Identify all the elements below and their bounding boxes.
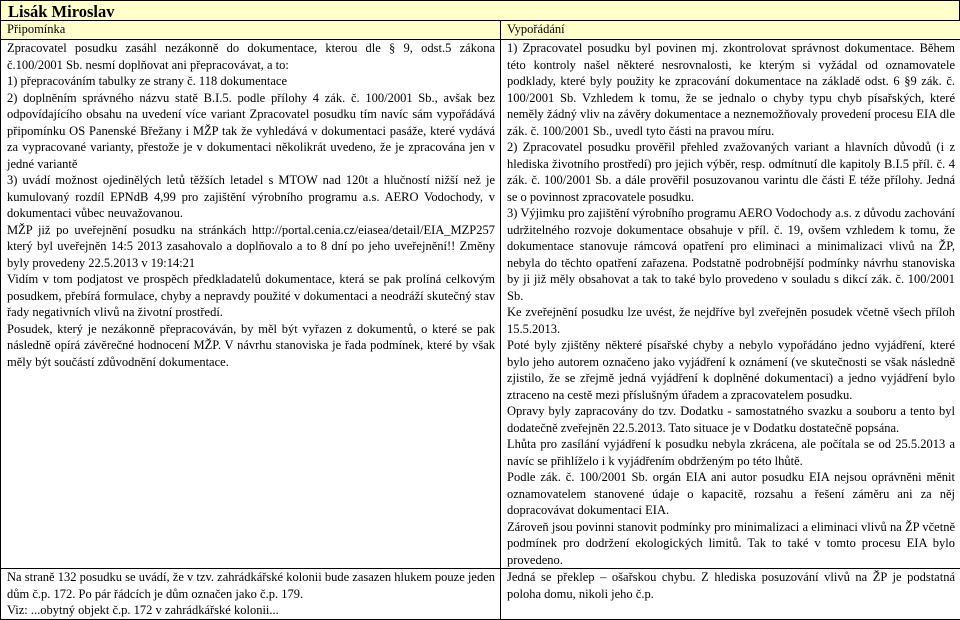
header-comment: Připomínka bbox=[1, 21, 501, 40]
comments-table bbox=[0, 20, 960, 620]
header-resolution: Vypořádání bbox=[501, 21, 960, 40]
resolution-paragraph: Opravy byly zapracovány do tzv. Dodatku - samostatného svazku a souboru a tento byl dodatečně zveřejněn 22.5.2013. Tato situace je v Dodatku dostatečně popsána. bbox=[507, 403, 955, 436]
resolution-paragraph: Jedná se překlep – ošařskou chybu. Z hlediska posuzování vlivů na ŽP je podstatná poloha domu, nikoli jeho č.p. bbox=[507, 569, 955, 602]
comment-paragraph: Na straně 132 posudku se uvádí, že v tzv. zahrádkářské kolonii bude zasazen hlukem pouze jeden dům č.p. 172. Po pár řádcích je dům označen jako č.p. 179. bbox=[7, 569, 495, 602]
comment-paragraph: 2) doplněním správného názvu statě B.I.5. podle přílohy 4 zák. č. 100/2001 Sb., avšak bez odpovídajícího obsahu na uvedení více variant Zpracovatel posudku tím navíc sám vypořádává připomínku OS Panenské Břežany i MŽP tak že vyhledává v dokumentaci pasáže, které vydává za vypracované varianty, přestože je v dokumentaci několikrát uvedeno, že je zpracována jen v jedné variantě bbox=[7, 90, 495, 173]
resolution-paragraph: Zároveň jsou povinni stanovit podmínky pro minimalizaci a eliminaci vlivů na ŽP včetně podmínek pro dodržení ekologických limitů. Tak to také v tomto procesu EIA bylo provedeno. bbox=[507, 519, 955, 569]
comment-paragraph: Vidím v tom podjatost ve prospěch předkladatelů dokumentace, která se pak prolíná celkovým posudkem, přebírá formulace, chyby a nepravdy použité v dokumentaci a neodráží skutečný stav řady negativních vlivů na životní prostředí. bbox=[7, 271, 495, 321]
comment-paragraph: 1) přepracováním tabulky ze strany č. 118 dokumentace bbox=[7, 73, 495, 90]
resolution-paragraph: 3) Výjimku pro zajištění výrobního programu AERO Vodochody a.s. z důvodu zachování udržitelného rozvoje dokumentace obsahuje v příl. č. 19, ovšem vzhledem k tomu, že dokumentace stanovuje rámcová opatření pro eliminaci a minimalizaci vlivů na ŽP, nebyla do těchto opatření zařazena. Podstatně podrobnější podmínky návrhu stanoviska by ji již měly obsahovat a tak to také bylo provedeno v souladu s dikcí zák. č. 100/2001 Sb. bbox=[507, 205, 955, 304]
resolution-cell bbox=[501, 569, 960, 620]
header-row bbox=[1, 21, 960, 40]
resolution-paragraph: Poté byly zjištěny některé písařské chyby a nebylo vypořádáno jedno vyjádření, které bylo jeho autorem označeno jako vyjádření k oznámení (ve skutečnosti se však následně zjistilo, že se zřejmě jedná vyjádření k doplněné dokumentaci) a jedno vyjádření bylo ztraceno na cestě mezi příslušným úřadem a zpracovatelem posudku. bbox=[507, 337, 955, 403]
comment-paragraph: Zpracovatel posudku zasáhl nezákonně do dokumentace, kterou dle § 9, odst.5 zákona č.100/2001 Sb. nesmí doplňovat ani přepracovávat, a to: bbox=[7, 40, 495, 73]
resolution-paragraph: 1) Zpracovatel posudku byl povinen mj. zkontrolovat správnost dokumentace. Během této kontroly našel některé nesrovnalosti, ke kterým si vyžádal od oznamovatele podklady, které byly použity ke zpracování dokumentace na základě odst. 6 §9 zák. č. 100/2001 Sb. Vzhledem k tomu, že se jednalo o chyby typu chyb písařských, které neměly žádný vliv na závěry dokumentace a neznemožňovaly provedení procesu EIA dle zák. č. 100/2001 Sb., uvedl tyto části na pravou míru. bbox=[507, 40, 955, 139]
resolution-paragraph: Lhůta pro zasílání vyjádření k posudku nebyla zkrácena, ale počítala se od 25.5.2013 a navíc se přihlíželo i k vyjádřením obdrženým po této lhůtě. bbox=[507, 436, 955, 469]
resolution-paragraph: 2) Zpracovatel posudku prověřil přehled zvažovaných variant a hlavních důvodů (i z hlediska životního prostředí) pro jejich výběr, resp. odmítnutí dle kapitoly B.I.5 příl. č. 4 zák. č. 100/2001 Sb. a dále prověřil posuzovanou varintu dle části E téže přílohy. Jedná se o povinnost zpracovatele posudku. bbox=[507, 139, 955, 205]
comment-paragraph: Posudek, který je nezákonně přepracováván, by měl být vyřazen z dokumentů, o které se pak následně opírá závěrečné hodnocení MŽP. V návrhu stanoviska je řada podmínek, které by však měly být součástí zdůvodnění dokumentace. bbox=[7, 321, 495, 371]
comment-cell bbox=[1, 40, 501, 569]
resolution-cell bbox=[501, 40, 960, 569]
resolution-paragraph: Ke zveřejnění posudku lze uvést, že nejdříve byl zveřejněn posudek včetně všech příloh 15.5.2013. bbox=[507, 304, 955, 337]
resolution-paragraph: Podle zák. č. 100/2001 Sb. orgán EIA ani autor posudku EIA nejsou oprávněni měnit oznamovatelem stanovené údaje o kapacitě, rozsahu a řešení záměru ani za něj dopracovávat dokumentaci EIA. bbox=[507, 469, 955, 519]
document-title: Lisák Miroslav bbox=[0, 0, 960, 21]
comment-paragraph: MŽP již po uveřejnění posudku na stránkách http://portal.cenia.cz/eiasea/detail/EIA_MZP257 který byl uveřejněn 14:5 2013 zasahovalo a doplňovalo a to 8 dní po jeho uveřejnění!! Změny byly provedeny 22.5.2013 v 19:14:21 bbox=[7, 222, 495, 272]
comment-paragraph: 3) uvádí možnost ojedinělých letů těžších letadel s MTOW nad 120t a hlučností nižší než je kumulovaný rozdíl EPNdB 4,99 pro zajištění výrobního programu a.s. AERO Vodochody, v dokumentaci vůbec neuvažovanou. bbox=[7, 172, 495, 222]
table-row bbox=[1, 569, 960, 620]
comment-cell bbox=[1, 569, 501, 620]
comment-paragraph: Viz: ...obytný objekt č.p. 172 v zahrádkářské kolonii... bbox=[7, 602, 495, 619]
table-row bbox=[1, 40, 960, 569]
